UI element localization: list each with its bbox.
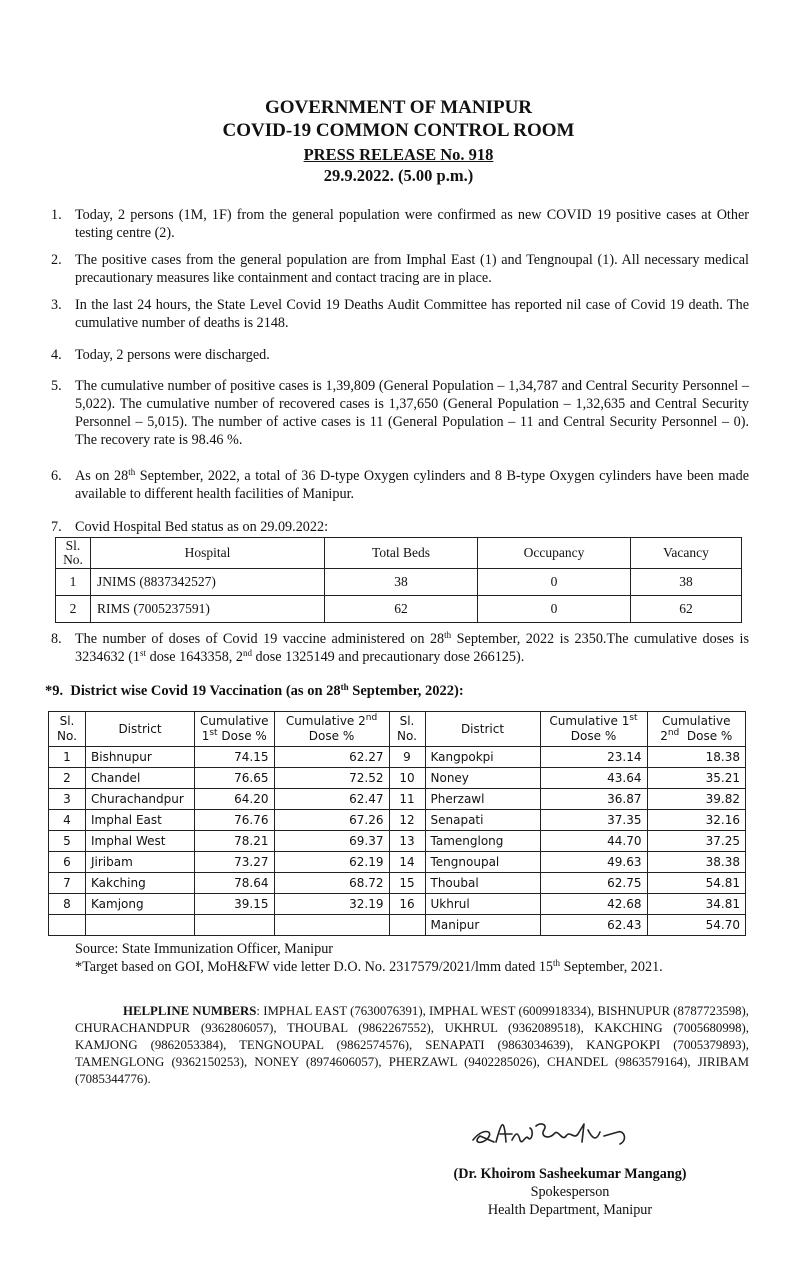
cell-dose1-right: 36.87 xyxy=(540,789,647,810)
table-row xyxy=(49,831,746,852)
item-number: 4. xyxy=(51,347,62,363)
cell-vacancy: 38 xyxy=(631,569,742,596)
col-sl-no: Sl. No. xyxy=(49,712,86,747)
cell-sl-right: 15 xyxy=(389,873,425,894)
control-room-title: COVID-19 COMMON CONTROL ROOM xyxy=(222,120,575,141)
table-row xyxy=(49,873,746,894)
cell-dose2: 32.19 xyxy=(274,894,389,915)
list-item-1 xyxy=(51,206,749,242)
helpline-numbers xyxy=(75,1003,749,1088)
cell-sl: 3 xyxy=(49,789,86,810)
cell-dose2: 72.52 xyxy=(274,768,389,789)
list-item-8 xyxy=(51,630,749,666)
col-district-right: District xyxy=(425,712,540,747)
cell-sl-right: 10 xyxy=(389,768,425,789)
signature-image xyxy=(468,1112,638,1154)
item-number: 8. xyxy=(51,631,62,647)
item-number: 7. xyxy=(51,519,62,535)
item-text: As on 28th September, 2022, a total of 36 D-type Oxygen cylinders and 8 B-type Oxygen cylinders have been made available to different health facilities of Manipur. xyxy=(75,467,749,502)
col-sl-no-right: Sl. No. xyxy=(389,712,425,747)
col-cumulative-1st-right: Cumulative 1st Dose % xyxy=(540,712,647,747)
col-sl-no: Sl. No. xyxy=(56,538,91,569)
col-total-beds: Total Beds xyxy=(325,538,478,569)
cell-district-right: Thoubal xyxy=(425,873,540,894)
table-row xyxy=(49,789,746,810)
cell-district-right: Pherzawl xyxy=(425,789,540,810)
item-number: 3. xyxy=(51,297,62,313)
table-total-row xyxy=(49,915,746,936)
cell-dose2: 68.72 xyxy=(274,873,389,894)
cell-dose1: 78.21 xyxy=(195,831,275,852)
cell-dose2-right: 38.38 xyxy=(647,852,746,873)
item-number: 6. xyxy=(51,468,62,484)
list-item-6 xyxy=(51,467,749,503)
cell-dose2: 62.19 xyxy=(274,852,389,873)
cell-sl: 2 xyxy=(56,596,91,623)
table-row xyxy=(49,852,746,873)
press-release-number: PRESS RELEASE No. 918 xyxy=(303,145,494,164)
cell-sl-right: 16 xyxy=(389,894,425,915)
item-text: Covid Hospital Bed status as on 29.09.2022: xyxy=(75,519,329,535)
cell-dose2: 62.27 xyxy=(274,747,389,768)
cell-dose1-right: 49.63 xyxy=(540,852,647,873)
list-item-7 xyxy=(51,518,749,536)
cell-dose2-right: 54.81 xyxy=(647,873,746,894)
table-row xyxy=(49,810,746,831)
cell-hospital: JNIMS (8837342527) xyxy=(91,569,325,596)
col-hospital: Hospital xyxy=(91,538,325,569)
cell-total-dose1: 62.43 xyxy=(540,915,647,936)
cell-empty xyxy=(389,915,425,936)
cell-sl: 7 xyxy=(49,873,86,894)
cell-district: Jiribam xyxy=(86,852,195,873)
cell-dose2: 69.37 xyxy=(274,831,389,852)
cell-district-right: Senapati xyxy=(425,810,540,831)
cell-dose2-right: 37.25 xyxy=(647,831,746,852)
cell-sl-right: 12 xyxy=(389,810,425,831)
col-district: District xyxy=(86,712,195,747)
cell-dose1-right: 37.35 xyxy=(540,810,647,831)
cell-sl-right: 11 xyxy=(389,789,425,810)
cell-dose1-right: 62.75 xyxy=(540,873,647,894)
cell-dose1: 64.20 xyxy=(195,789,275,810)
cell-dose1: 76.76 xyxy=(195,810,275,831)
cell-district: Churachandpur xyxy=(86,789,195,810)
table-row xyxy=(56,569,742,596)
table-row xyxy=(49,768,746,789)
cell-dose2-right: 39.82 xyxy=(647,789,746,810)
cell-district: Imphal East xyxy=(86,810,195,831)
cell-total-dose2: 54.70 xyxy=(647,915,746,936)
vaccination-table xyxy=(48,711,746,936)
cell-district: Imphal West xyxy=(86,831,195,852)
item-number: 1. xyxy=(51,207,62,223)
col-cumulative-2nd: Cumulative 2nd Dose % xyxy=(274,712,389,747)
cell-sl-right: 14 xyxy=(389,852,425,873)
item-text: The number of doses of Covid 19 vaccine administered on 28th September, 2022 is 2350.The cumulative doses is 3234632 (1st dose 1643358, 2nd dose 1325149 and precautionary dose 266125). xyxy=(75,630,749,665)
govt-title: GOVERNMENT OF MANIPUR xyxy=(264,97,533,118)
cell-sl: 5 xyxy=(49,831,86,852)
signatory-department: Health Department, Manipur xyxy=(487,1202,653,1218)
cell-total-district: Manipur xyxy=(425,915,540,936)
cell-district-right: Tamenglong xyxy=(425,831,540,852)
source-note: Source: State Immunization Officer, Manipur xyxy=(75,941,334,957)
cell-sl: 1 xyxy=(56,569,91,596)
cell-district-right: Tengnoupal xyxy=(425,852,540,873)
col-vacancy: Vacancy xyxy=(631,538,742,569)
cell-empty xyxy=(195,915,275,936)
cell-dose2-right: 35.21 xyxy=(647,768,746,789)
cell-district: Kakching xyxy=(86,873,195,894)
cell-district: Bishnupur xyxy=(86,747,195,768)
cell-empty xyxy=(274,915,389,936)
helpline-text: : IMPHAL EAST (7630076391), IMPHAL WEST (6009918334), BISHNUPUR (8787723598), CHURACHANDPUR (9362806057), THOUBAL (9862267552), UKHRUL (9362089518), KAKCHING (7005680998), KAMJONG (9862053384), TENGNOUPAL (9862574576), SENAPATI (9863034639), KANGPOKPI (7005379893), TAMENGLONG (9362150253), NONEY (8974606057), PHERZAWL (9402285026), CHANDEL (9863579164), JIRIBAM (7085344776). xyxy=(75,1004,749,1086)
section-9-heading: *9. District wise Covid 19 Vaccination (as on 28th September, 2022): xyxy=(45,682,464,699)
cell-dose1: 78.64 xyxy=(195,873,275,894)
item-text: The cumulative number of positive cases is 1,39,809 (General Population – 1,34,787 and Central Security Personnel – 5,022). The cumulative number of recovered cases is 1,37,650 (General Population – 1,32,635 and Central Security Personnel – 5,015). The number of active cases is 11 (General Population – 11 and Central Security Personnel – 0). The recovery rate is 98.46 %. xyxy=(75,378,749,448)
cell-dose2-right: 34.81 xyxy=(647,894,746,915)
table-header-row xyxy=(56,538,742,569)
item-text: Today, 2 persons were discharged. xyxy=(75,347,270,363)
bed-status-table xyxy=(55,537,742,623)
cell-sl: 8 xyxy=(49,894,86,915)
cell-sl: 2 xyxy=(49,768,86,789)
list-item-2 xyxy=(51,251,749,287)
cell-district-right: Kangpokpi xyxy=(425,747,540,768)
cell-dose1: 76.65 xyxy=(195,768,275,789)
cell-empty xyxy=(49,915,86,936)
table-row xyxy=(49,747,746,768)
cell-occupancy: 0 xyxy=(478,569,631,596)
cell-sl: 4 xyxy=(49,810,86,831)
cell-district: Chandel xyxy=(86,768,195,789)
cell-dose1-right: 43.64 xyxy=(540,768,647,789)
cell-sl: 1 xyxy=(49,747,86,768)
cell-dose1: 74.15 xyxy=(195,747,275,768)
cell-occupancy: 0 xyxy=(478,596,631,623)
cell-sl-right: 13 xyxy=(389,831,425,852)
table-row xyxy=(56,596,742,623)
cell-vacancy: 62 xyxy=(631,596,742,623)
item-text: Today, 2 persons (1M, 1F) from the general population were confirmed as new COVID 19 positive cases at Other testing centre (2). xyxy=(75,207,749,241)
list-item-4 xyxy=(51,346,749,364)
cell-district: Kamjong xyxy=(86,894,195,915)
target-note: *Target based on GOI, MoH&FW vide letter D.O. No. 2317579/2021/lmm dated 15th September, 2021. xyxy=(75,958,663,975)
table-header-row xyxy=(49,712,746,747)
cell-dose1-right: 42.68 xyxy=(540,894,647,915)
signatory-title: Spokesperson xyxy=(530,1184,610,1200)
list-item-3 xyxy=(51,296,749,332)
cell-dose1: 39.15 xyxy=(195,894,275,915)
cell-dose2: 62.47 xyxy=(274,789,389,810)
helpline-label: HELPLINE NUMBERS xyxy=(123,1004,257,1018)
item-text: In the last 24 hours, the State Level Covid 19 Deaths Audit Committee has reported nil case of Covid 19 death. The cumulative number of deaths is 2148. xyxy=(75,297,749,331)
item-number: 2. xyxy=(51,252,62,268)
item-text: The positive cases from the general population are from Imphal East (1) and Tengnoupal (1). All necessary medical precautionary measures like containment and contact tracing are in place. xyxy=(75,252,749,286)
cell-dose2: 67.26 xyxy=(274,810,389,831)
cell-dose2-right: 32.16 xyxy=(647,810,746,831)
cell-empty xyxy=(86,915,195,936)
release-datetime: 29.9.2022. (5.00 p.m.) xyxy=(323,166,474,185)
cell-hospital: RIMS (7005237591) xyxy=(91,596,325,623)
table-row xyxy=(49,894,746,915)
cell-total-beds: 62 xyxy=(325,596,478,623)
cell-dose2-right: 18.38 xyxy=(647,747,746,768)
cell-dose1-right: 23.14 xyxy=(540,747,647,768)
col-cumulative-2nd-right: Cumulative 2nd Dose % xyxy=(647,712,746,747)
cell-sl-right: 9 xyxy=(389,747,425,768)
signatory-name: (Dr. Khoirom Sasheekumar Mangang) xyxy=(453,1166,687,1182)
cell-dose1-right: 44.70 xyxy=(540,831,647,852)
col-occupancy: Occupancy xyxy=(478,538,631,569)
cell-sl: 6 xyxy=(49,852,86,873)
cell-district-right: Ukhrul xyxy=(425,894,540,915)
cell-dose1: 73.27 xyxy=(195,852,275,873)
cell-district-right: Noney xyxy=(425,768,540,789)
col-cumulative-1st: Cumulative 1st Dose % xyxy=(195,712,275,747)
item-number: 5. xyxy=(51,378,62,394)
cell-total-beds: 38 xyxy=(325,569,478,596)
list-item-5 xyxy=(51,377,749,449)
